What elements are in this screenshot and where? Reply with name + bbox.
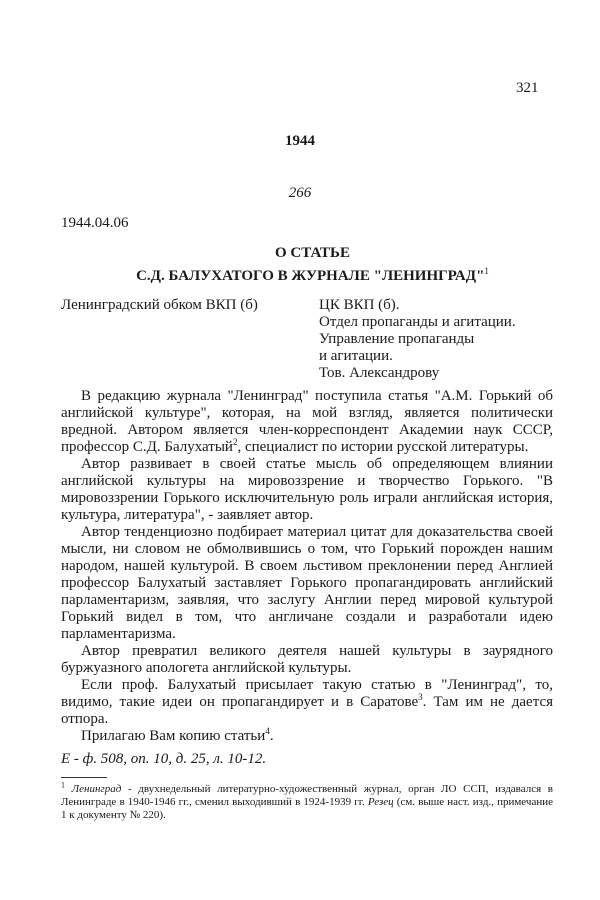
paragraph-text: В редакцию журнала "Ленинград" поступила статья "А.М. Горький об английской культуре", которая, на мой взгляд, является политически вредной. Автором является член-корреспондент Академии наук СССР, профессор С.Д. Балухатый: [61, 388, 553, 455]
paragraph-text: Прилагаю Вам копию статьи: [81, 728, 266, 744]
page-number: 321: [516, 80, 539, 96]
sender: Ленинградский обком ВКП (б): [61, 297, 258, 313]
footnote-journal-name-2: Резец: [367, 796, 394, 808]
footnote-text: (см. выше наст. изд., примечание 1 к документу № 220).: [61, 796, 553, 821]
title-footnote-mark: 1: [484, 266, 489, 276]
document-title: [80, 244, 545, 285]
body-paragraph: [61, 456, 553, 524]
paragraph-text: .: [269, 728, 274, 744]
title-line-1: О СТАТЬЕ: [275, 245, 350, 261]
footnote-mark: 2: [232, 437, 238, 447]
body-paragraph: [61, 643, 553, 677]
footnote-divider: [61, 777, 107, 778]
paragraph-text: . Там им не дается отпора.: [61, 694, 553, 727]
archive-reference: Е - ф. 508, оп. 10, д. 25, л. 10-12.: [61, 751, 267, 767]
body-paragraph: [61, 677, 553, 728]
year-heading: 1944: [285, 133, 315, 149]
body-paragraph: [61, 524, 553, 643]
body-paragraph: [61, 388, 553, 456]
letter-body: [61, 388, 553, 745]
paragraph-text: Если проф. Балухатый присылает такую статью в "Ленинград", то, видимо, такие идеи он пропагандирует и в Саратове: [61, 677, 553, 710]
footnote-text: - двухнедельный литературно-художественный журнал, орган ЛО ССП, издавался в Ленинграде в 1940-1946 гг., сменил выходивший в 1924-1939 гг.: [61, 783, 553, 808]
footnote-mark: 3: [418, 692, 423, 702]
footnote-journal-name: Ленинград: [71, 783, 122, 795]
document-date: 1944.04.06: [61, 215, 129, 231]
recipient-block: [319, 297, 516, 382]
footnote-number: 1: [61, 780, 65, 790]
document-number: 266: [288, 185, 312, 201]
paragraph-text: Автор развивает в своей статье мысль об определяющем влиянии английской культуры на мировоззрение и творчество Горького. "В мировоззрении Горького исключительную роль играли английская история, культура, литература", - заявляет автор.: [61, 456, 553, 523]
footnote: [61, 780, 553, 822]
recipient-line: ЦК ВКП (б).: [319, 297, 400, 313]
paragraph-text: , специалист по истории русской литературы.: [237, 439, 529, 455]
footnote-mark: 4: [265, 726, 270, 736]
paragraph-text: Автор тенденциозно подбирает материал цитат для доказательства своей мысли, ни словом не обмолвившись о том, что Горький порожден нашим народом, нашей культурой. В своем льстивом преклонении перед Англией профессор Балухатый заставляет Горького пропагандировать английский парламентаризм, заявляя, что заслугу Англии перед мировой культурой Горький видел в том, что англичане создали и разработали идею парламентаризма.: [61, 524, 553, 642]
recipient-line: Управление пропаганды: [319, 331, 475, 347]
recipient-line: Тов. Александрову: [319, 365, 440, 381]
recipient-line: Отдел пропаганды и агитации.: [319, 314, 516, 330]
body-paragraph: [61, 728, 553, 745]
paragraph-text: Автор превратил великого деятеля нашей культуры в заурядного буржуазного апологета английской культуры.: [61, 643, 553, 676]
title-line-2: [80, 262, 545, 285]
title-line-2-text: С.Д. БАЛУХАТОГО В ЖУРНАЛЕ "ЛЕНИНГРАД": [136, 268, 485, 284]
recipient-line: и агитации.: [319, 348, 393, 364]
